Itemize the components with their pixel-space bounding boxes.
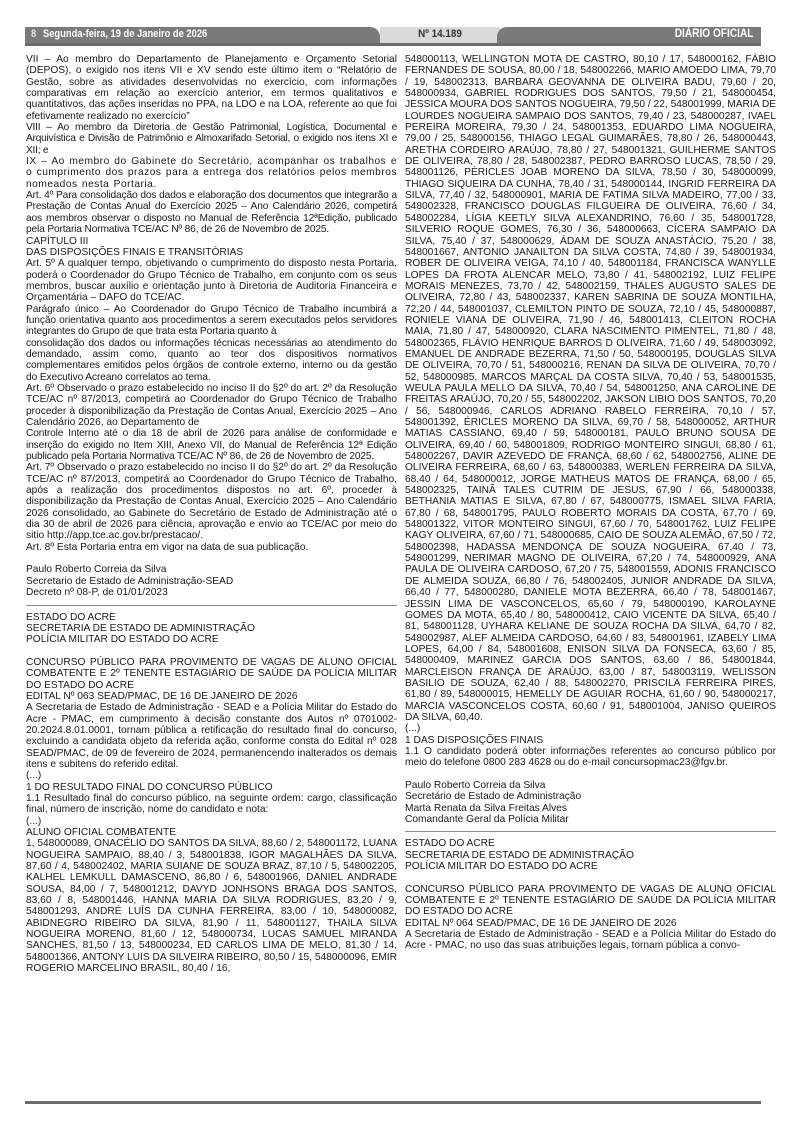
portaria-paragraph: Parágrafo único – Ao Coordenador do Grupo Técnico de Trabalho incumbirá a função orientativa quanto aos procedimentos a serem executados pelos servidores integrantes do Grupo de que trata esta Portaria quanto à bbox=[26, 303, 397, 338]
header-date-bar bbox=[25, 27, 380, 43]
edital-number: EDITAL Nº 063 SEAD/PMAC, DE 16 DE JANEIRO DE 2026 bbox=[26, 690, 298, 702]
portaria-article: Art. 4º Para consolidação dos dados e elaboração dos documentos que integrarão a Prestação de Contas Anual do Exercício 2025 – Ano Calendário 2026, competirá aos membros observar o disposto no Manual de Referência 12ªEdição, publicado pela Portaria Normativa TCE/AC Nº 86, de 26 de Novembro de 2025. bbox=[26, 190, 397, 236]
header-title-bar bbox=[497, 27, 761, 43]
portaria-article: Art. 5º A qualquer tempo, objetivando o cumprimento do disposto nesta Portaria, poderá o Coordenador do Grupo Técnico de Trabalho, em conjunto com os seus membros, buscar auxílio e orientação junto à Diretoria de Auditoria Financeira e Orçamentária – DAFO do TCE/AC. bbox=[26, 258, 397, 304]
page-header bbox=[25, 27, 761, 43]
edital-title: CONCURSO PÚBLICO PARA PROVIMENTO DE VAGAS DE ALUNO OFICIAL COMBATENTE E 2º TENENTE ESTAGIÁRIO DE SAÚDE DA POLÍCIA MILITAR DO ESTADO DO ACRE bbox=[26, 656, 397, 691]
signature-name: Paulo Roberto Correia da Silva bbox=[405, 780, 546, 791]
edital-number: EDITAL Nº 064 SEAD/PMAC, DE 16 DE JANEIRO DE 2026 bbox=[405, 917, 677, 929]
signature-role: Comandante Geral da Polícia Militar bbox=[405, 814, 569, 826]
org-line: POLÍCIA MILITAR DO ESTADO DO ACRE bbox=[405, 861, 598, 873]
portaria-item: VII – Ao membro do Departamento de Planejamento e Orçamento Setorial (DEPOS), o exigido nos itens VII e XV sendo este último item o “Relatório de Gestão, sobre as atividades desenvolvidas no exercício, com informações comparativas em relação ao exercício anterior, em termos qualitativos e quantitativos, das ações inseridas no PPA, na LDO e na LOA, referente ao que foi efetivamente realizado no exercício” bbox=[26, 54, 397, 122]
section-title: 1 DO RESULTADO FINAL DO CONCURSO PÚBLICO bbox=[26, 781, 273, 793]
results-list: 548000113, WELLINGTON MOTA DE CASTRO, 80,10 / 17, 548000162, FÁBIO FERNANDES DE SOUSA, 80,00 / 18, 548002266, MARIO AMOEDO LIMA, 79,70 / 19, 548002313, BARBARA GEOVANNA DE OLIVEIRA BADU, 79,60 / 20, 548000934, GABRIEL RODRIGUES DOS SANTOS, 79,50 / 21, 548000454, JESSICA MOURA DOS SANTOS NOGUEIRA, 79,50 / 22, 548001999, MARIA DE LOURDES NOGUEIRA SAMPAIO DOS SANTOS, 79,40 / 23, 548000287, IVAEL PEREIRA MOREIRA, 79,30 / 24, 548001353, EDUARDO LIMA NOGUEIRA, 79,00 / 25, 548000156, THIAGO LEGAL GUIMARÃES, 78,80 / 26, 548000443, ARETHA CORDEIRO ARAÚJO, 78,80 / 27, 548001321, GUILHERME SANTOS DE OLIVEIRA, 78,80 / 28, 548002387, PEDRO BARROSO LUCAS, 78,50 / 29, 548001126, PÉRICLES JOAB MORENO DA SILVA, 78,50 / 30, 548000099, THIAGO SIQUEIRA DA CUNHA, 78,40 / 31, 548000144, INGRID FERREIRA DA SILVA, 77,40 / 32, 548000901, MARIA DE FATIMA SILVA MADEIRO, 77,00 / 33, 548002328, FRANCISCO DOUGLAS FILGUEIRA DE OLIVEIRA, 76,60 / 34, 548002284, LÍGIA KEETLY SILVA ALEXANDRINO, 76,60 / 35, 548001728, SILVERIO ROQUE GOMES, 76,30 / 36, 548000663, CÍCERA SAMPAIO DA SILVA, 75,40 / 37, 548000629, ÁDAM DE SOUZA ANASTÁCIO, 75,20 / 38, 548001667, ANTONIO JANAILTON DA SILVA COSTA, 74,80 / 39, 548001934, ROBER DE OLIVEIRA VEIGA, 74,10 / 40, 548001184, FRANCISCA WANYLLE LOPES DA FROTA ALENCAR MELO, 73,80 / 41, 548002192, LUIZ FELIPE MORAIS MENEZES, 73,70 / 42, 548002159, THALES AUGUSTO SALES DE OLIVEIRA, 72,80 / 43, 548002337, KAREN SABRINA DE SOUZA MONTILHA, 72,20 / 44, 548001037, CLEMILTON PINTO DE SOUZA, 72,10 / 45, 548000887, RONIELE VIANA DE OLIVEIRA, 71,90 / 46, 548001413, CLEITON ROCHA MAIA, 71,80 / 47, 548000920, CLARA NASCIMENTO PIMENTEL, 71,80 / 48, 548002365, FLÁVIO HENRIQUE BARROS D OLIVEIRA, 71,60 / 49, 548003092, EMANUEL DE ANDRADE BEZERRA, 71,50 / 50, 548000195, DOUGLAS SILVA DE OLIVEIRA, 70,70 / 51, 548000216, RENAN DA SILVA DE OLIVEIRA, 70,70 / 52, 548000985, MARCOS MARÇAL DA COSTA SILVA, 70,40 / 53, 548001535, WEULA PAULA MELLO DA SILVA, 70,40 / 54, 548001250, ANA CAROLINE DE FREITAS ARAÚJO, 70,20 / 55, 548002202, JAKSON LIBIO DOS SANTOS, 70,20 / 56, 548000946, CARLOS ADRIANO RABELO FERREIRA, 70,10 / 57, 548001392, ÉRICLES MORENO DA SILVA, 69,70 / 58, 548000052, ARTHUR MATIAS CASSIANO, 69,40 / 59, 548000181, PAULO BRUNO SOUSA DE OLIVEIRA, 69,40 / 60, 548001809, RODRIGO MONTEIRO SINGUI, 68,80 / 61, 548002267, DAVIR AZEVEDO DE FRANÇA, 68,60 / 62, 548002756, ALINE DE OLIVEIRA FERREIRA, 68,60 / 63, 548000383, WERLEN FERREIRA DA SILVA, 68,40 / 64, 548000012, JORGE MATHEUS MATOS DE FRANÇA, 68,00 / 65, 548002325, TAINÃ TALES CUTRIM DE JESUS, 67,90 / 66, 548000338, BETHANIA MATIAS E SILVA, 67,80 / 67, 548000775, ISMAEL SILVA FARIA, 67,80 / 68, 548001795, PAULO ROBERTO MORAIS DA COSTA, 67,70 / 69, 548001322, VITOR MONTEIRO SINGUI, 67,60 / 70, 548001762, LUIZ FELIPE KAGY OLIVEIRA, 67,60 / 71, 548000685, CAIO DE SOUZA ALEMÃO, 67,50 / 72, 548002398, HADASSA MENDONÇA DE SOUZA NOGUEIRA, 67,40 / 73, 548001299, NERIMAR MAGNO DE OLIVEIRA, 67,20 / 74, 548000929, ANA PAULA DE OLIVEIRA CARDOSO, 67,20 / 75, 548001559, ADONIS FRANCISCO DE ALMEIDA SOUZA, 66,80 / 76, 548002405, JUNIOR ANDRADE DA SILVA, 66,40 / 77, 548000280, DANIELE MOTA BEZERRA, 66,40 / 78, 548001467, JESSIN LIMA DE VASCONCELOS, 65,60 / 79, 548000190, KAROLAYNE GOMES DA MOTA, 65,40 / 80, 548000412, CAIO VICENTE DA SILVA, 65,40 / 81, 548001128, UYHARA KELIANE DE SOUZA ROCHA DA SILVA, 64,70 / 82, 548002987, ALEF ALMEIDA CARDOSO, 64,60 / 83, 548001961, IZABELY LIMA LOPES, 64,00 / 84, 548001608, ENISON SILVA DA FONSECA, 63,60 / 85, 548000409, MARINEZ GARCIA DOS SANTOS, 63,60 / 86, 548001844, MARCLEISON FRANÇA DE ARAÚJO, 63,00 / 87, 548003119, WELISSON BASILIO DE SOUZA, 62,40 / 88, 548002270, PRISCILA FERREIRA PIRES, 61,80 / 89, 548000015, HEMELLY DE AGUIAR ROCHA, 61,60 / 90, 548000217, MARCIA VASCONCELOS COSTA, 60,60 / 91, 548001004, JANISO QUEIROS DA SILVA, 60,40. bbox=[405, 54, 776, 723]
edital-intro: A Secretaria de Estado de Administração - SEAD e a Polícia Militar do Estado do Acre - PMAC, no uso das suas atribuições legais, tornam pública a convo- bbox=[405, 929, 776, 952]
chapter-title: DAS DISPOSIÇÕES FINAIS E TRANSITÓRIAS bbox=[26, 246, 244, 258]
edital-title: CONCURSO PÚBLICO PARA PROVIMENTO DE VAGAS DE ALUNO OFICIAL COMBATENTE E 2º TENENTE ESTAGIÁRIO DE SAÚDE DA POLÍCIA MILITAR DO ESTADO DO ACRE bbox=[405, 883, 776, 918]
section-divider bbox=[26, 605, 397, 606]
org-line: SECRETARIA DE ESTADO DE ADMINISTRAÇÃO bbox=[26, 622, 255, 634]
org-line: SECRETARIA DE ESTADO DE ADMINISTRAÇÃO bbox=[405, 849, 634, 861]
section-text: 1.1 O candidato poderá obter informações referentes ao concurso público por meio do telefone 0800 283 4628 ou do e-mail concursopmac23@fgv.br. bbox=[405, 745, 776, 769]
header-edition-bar bbox=[380, 27, 500, 43]
issue-date: Segunda-feira, 19 de Janeiro de 2026 bbox=[43, 28, 208, 40]
right-column bbox=[405, 54, 776, 952]
signature-name: Paulo Roberto Correia da Silva bbox=[26, 564, 167, 576]
signature-role: Secretario de Estado de Administração-SEAD bbox=[26, 575, 234, 587]
chapter-heading: CAPÍTULO III bbox=[26, 235, 89, 247]
cargo-title: ALUNO OFICIAL COMBATENTE bbox=[26, 827, 177, 839]
org-line: ESTADO DO ACRE bbox=[26, 611, 116, 623]
org-line: ESTADO DO ACRE bbox=[405, 838, 495, 850]
portaria-paragraph: consolidação dos dados ou informações técnicas necessárias ao atendimento do demandado, assim como, quanto ao teor dos dispositivos normativos complementares emitidos pelos órgãos de controle externo, interno ou da gestão do Executivo Acreano correlatos ao tema. bbox=[26, 337, 397, 383]
signature-name: Marta Renata da Silva Freitas Alves bbox=[405, 802, 567, 814]
header-rule bbox=[25, 43, 761, 46]
footer-rule bbox=[25, 1101, 761, 1104]
edition-number: Nº 14.189 bbox=[418, 28, 462, 40]
portaria-article: Controle Interno até o dia 18 de abril de 2026 para análise de conformidade e inserção do exigido no Item XIII, Anexo VII, do Manual de Referência 12ª Edição publicado pela Portaria Normativa TCE/AC Nº 86, de 26 de Novembro de 2025. bbox=[26, 428, 397, 463]
ellipsis: (...) bbox=[405, 723, 421, 735]
portaria-article: Art. 8º Esta Portaria entra em vigor na data de sua publicação. bbox=[26, 541, 309, 553]
page-number: 8 bbox=[31, 28, 37, 40]
edital-intro: A Secretaria de Estado de Administração - SEAD e a Polícia Militar do Estado do Acre - PMAC, em cumprimento à decisão constante dos Autos nº 0701002-20.2024.8.01.0001, tornam pública a retificação do resultado final do concurso, excluindo a candidata objeto da referida ação, conforme consta do Edital nº 028 SEAD/PMAC, de 09 de fevereiro de 2024, permanencendo inalterados os demais itens e subitens do referido edital. bbox=[26, 702, 397, 770]
signature-decree: Decreto nº 08-P, de 01/01/2023 bbox=[26, 587, 168, 599]
publication-title: DIÁRIO OFICIAL bbox=[674, 28, 753, 40]
portaria-article: Art. 6º Observado o prazo estabelecido no inciso II do §2º do art. 2º da Resolução TCE/AC nº 87/2013, competirá ao Coordenador do Grupo Técnico de Trabalho proceder à disponibilização da Prestação de Contas Anual, Exercício 2025 – Ano Calendário 2026, ao Departamento de bbox=[26, 382, 397, 428]
ellipsis: (...) bbox=[26, 770, 42, 782]
signature-role: Secretário de Estado de Administração bbox=[405, 791, 582, 803]
ellipsis: (...) bbox=[26, 815, 42, 827]
section-divider bbox=[405, 831, 776, 832]
results-list: 1, 548000089, ONACÉLIO DO SANTOS DA SILVA, 88,60 / 2, 548001172, LUANA NOGUEIRA SAMPAIO, 88,40 / 3, 548001838, IGOR MAGALHÃES DA SILVA, 87,60 / 4, 548002402, MARIA SUIANE DE SOUZA BRAZ, 87,10 / 5, 548002205, KALHEL LEMKULL DAMASCENO, 86,80 / 6, 548001966, DANIEL ANDRADE SOUSA, 84,00 / 7, 548001212, DAVYD JONHSONS BRAGA DOS SANTOS, 83,60 / 8, 548001446, HANNA MARIA DA SILVA RODRIGUES, 83,20 / 9, 548001293, ANDRÉ LUÍS DA CUNHA FERREIRA, 83,00 / 10, 548000082, ABIDNEGRO RIBEIRO DA SILVA, 81,90 / 11, 548001127, THAILA SILVA NOGUEIRA MORENO, 81,60 / 12, 548000734, LUCAS SAMUEL MIRANDA SANCHES, 81,50 / 13, 548000234, ED CARLOS LIMA DE MELO, 81,30 / 14, 548001366, ANTONY LUIS DA SILVEIRA RIBEIRO, 80,50 / 15, 548000096, EMIR ROGERIO MARCELINO BRASIL, 80,40 / 16, bbox=[26, 838, 397, 975]
org-line: POLÍCIA MILITAR DO ESTADO DO ACRE bbox=[26, 634, 219, 646]
section-title: 1 DAS DISPOSIÇÕES FINAIS bbox=[405, 734, 544, 746]
portaria-item: VIII – Ao membro da Diretoria de Gestão Patrimonial, Logística, Documental e Arquivística e Divisão de Patrimônio e Almoxarifado Setorial, o exigido nos itens XI e XII; e bbox=[26, 122, 397, 156]
left-column bbox=[26, 54, 397, 975]
section-text: 1.1 Resultado final do concurso público, na seguinte ordem: cargo, classificação final, número de inscrição, nome do candidato e nota: bbox=[26, 793, 397, 816]
portaria-item: IX – Ao membro do Gabinete do Secretário, acompanhar os trabalhos e o cumprimento dos prazos para a entrega dos relatórios pelos membros nomeados nesta Portaria. bbox=[26, 156, 397, 190]
portaria-article: Art. 7º Observado o prazo estabelecido no inciso II do §2º do art. 2º da Resolução TCE/AC nº 87/2013, competirá ao Coordenador do Grupo Técnico de Trabalho, após a realização dos procedimentos dispostos no art. 6º, proceder à disponibilização da Prestação de Contas Anual, Exercício 2025 – Ano Calendário 2026 consolidado, ao Gabinete do Secretário de Estado de Administração até o dia 30 de abril de 2026 para ciência, aprovação e envio ao TCE/AC por meio do sitio http://app.tce.ac.gov.br/prestacao/. bbox=[26, 462, 397, 542]
